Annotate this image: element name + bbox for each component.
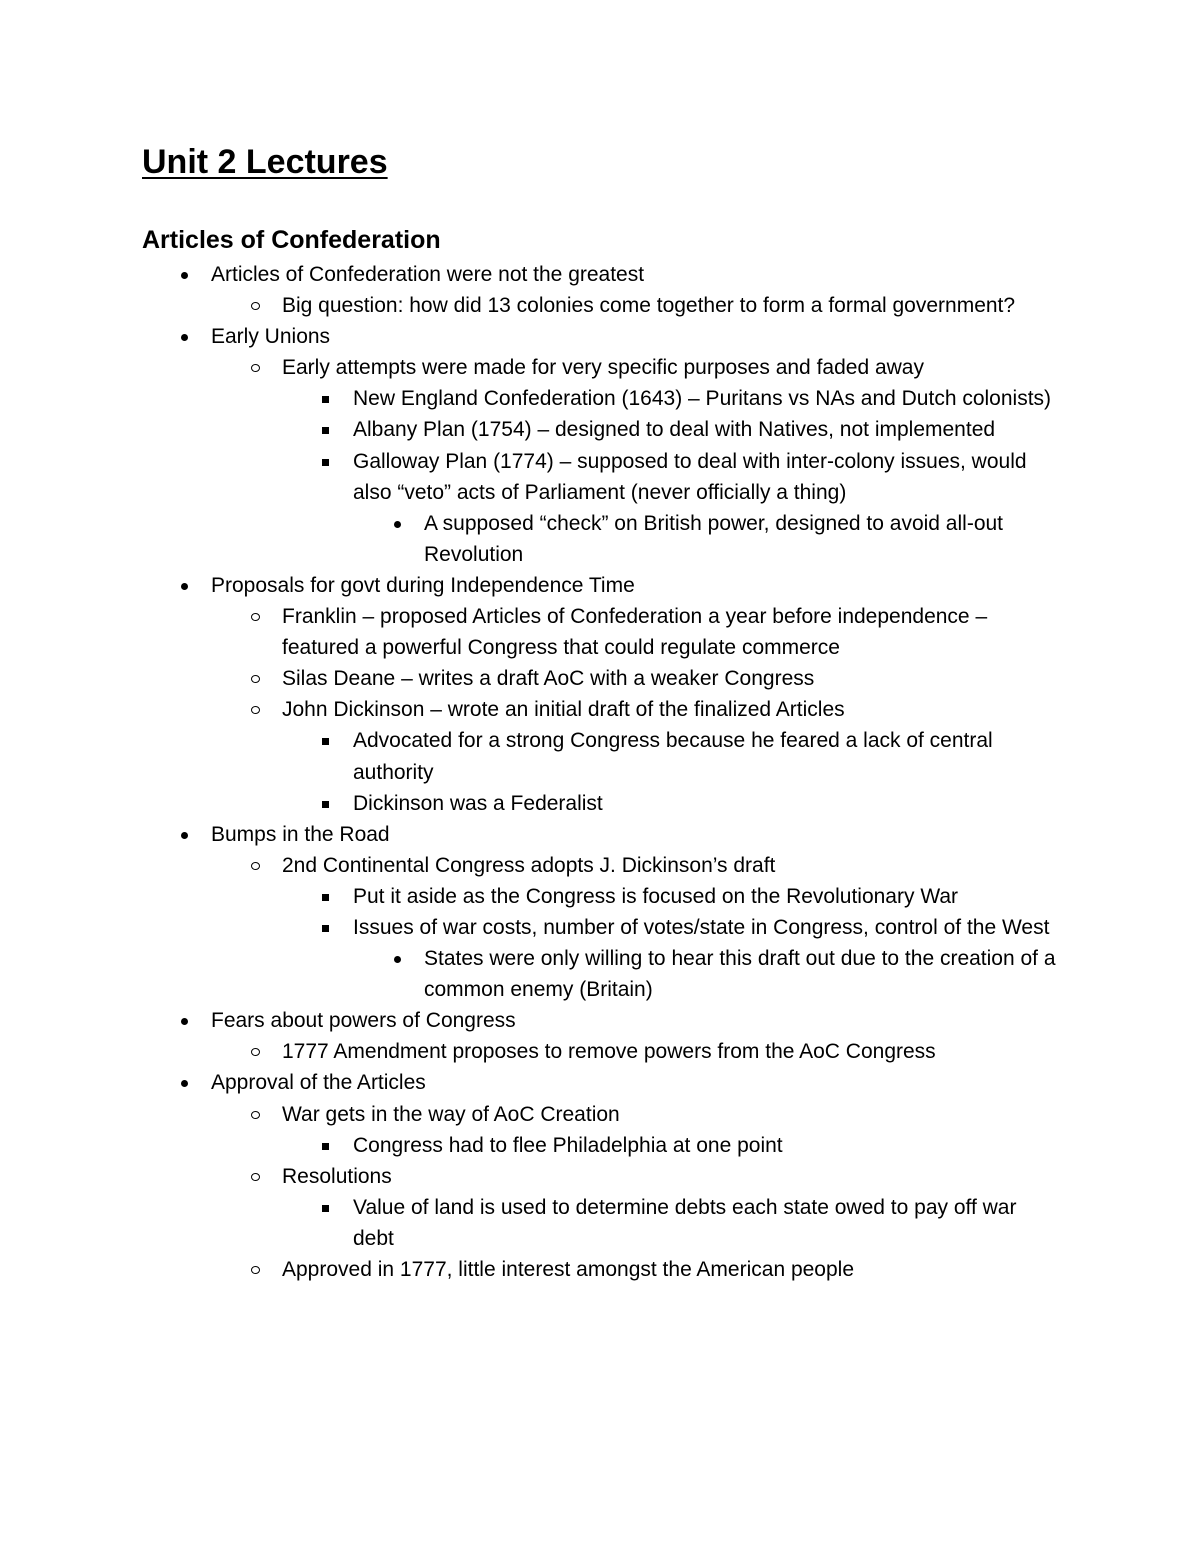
disc-icon bbox=[389, 508, 405, 539]
disc-icon bbox=[176, 570, 192, 601]
bullet-outline bbox=[0, 259, 1200, 1285]
list-item-text: Big question: how did 13 colonies come together to form a formal government? bbox=[282, 294, 1016, 318]
list-item-text: 1777 Amendment proposes to remove powers from the AoC Congress bbox=[282, 1040, 936, 1064]
circle-icon bbox=[247, 1254, 263, 1285]
list-item bbox=[0, 1067, 1061, 1098]
circle-icon bbox=[247, 694, 263, 725]
list-item bbox=[0, 414, 1063, 445]
list-item-text: Articles of Confederation were not the greatest bbox=[211, 263, 645, 286]
list-item-text: Early Unions bbox=[211, 325, 331, 349]
list-item bbox=[0, 321, 1061, 352]
list-item bbox=[0, 943, 1064, 1005]
page-title: Unit 2 Lectures bbox=[142, 143, 388, 181]
list-item bbox=[0, 881, 1063, 912]
disc-icon bbox=[389, 943, 405, 974]
square-icon bbox=[318, 725, 334, 756]
square-icon bbox=[318, 1130, 334, 1161]
list-item bbox=[0, 601, 1062, 663]
list-item bbox=[0, 383, 1063, 414]
circle-icon bbox=[247, 1161, 263, 1192]
list-item-text: John Dickinson – wrote an initial draft of the finalized Articles bbox=[282, 698, 845, 722]
list-item-text: New England Confederation (1643) – Puritans vs NAs and Dutch colonists) bbox=[353, 387, 1052, 411]
list-item-text: Approval of the Articles bbox=[211, 1071, 426, 1095]
square-icon bbox=[318, 383, 334, 414]
list-item bbox=[0, 1192, 1063, 1254]
list-item bbox=[0, 1161, 1062, 1192]
list-item bbox=[0, 290, 1062, 321]
list-item bbox=[0, 508, 1064, 570]
square-icon bbox=[318, 1192, 334, 1223]
disc-icon bbox=[176, 1005, 192, 1036]
disc-icon bbox=[176, 321, 192, 352]
list-item bbox=[0, 1036, 1062, 1067]
list-item bbox=[0, 694, 1062, 725]
list-item-text: Proposals for govt during Independence Time bbox=[211, 573, 635, 597]
list-item-text: War gets in the way of AoC Creation bbox=[282, 1102, 620, 1126]
list-item-text: Approved in 1777, little interest amongst the American people bbox=[282, 1258, 855, 1281]
circle-icon bbox=[247, 290, 263, 321]
list-item-text: States were only willing to hear this draft out due to the creation of a common enemy (Britain) bbox=[424, 947, 1056, 1002]
square-icon bbox=[318, 446, 334, 477]
list-item bbox=[0, 912, 1063, 943]
list-item bbox=[0, 663, 1062, 694]
square-icon bbox=[318, 912, 334, 943]
list-item bbox=[0, 259, 1061, 290]
list-item bbox=[0, 725, 1063, 787]
list-item-text: Galloway Plan (1774) – supposed to deal with inter-colony issues, would also “veto” acts of Parliament (never officially a thing) bbox=[353, 449, 1027, 504]
list-item-text: Value of land is used to determine debts each state owed to pay off war debt bbox=[353, 1195, 1017, 1250]
circle-icon bbox=[247, 1036, 263, 1067]
disc-icon bbox=[176, 1067, 192, 1098]
list-item bbox=[0, 819, 1061, 850]
list-item bbox=[0, 1099, 1062, 1130]
list-item-text: Put it aside as the Congress is focused on the Revolutionary War bbox=[353, 884, 959, 908]
list-item-text: Albany Plan (1754) – designed to deal with Natives, not implemented bbox=[353, 418, 996, 442]
list-item bbox=[0, 850, 1062, 881]
list-item-text: Early attempts were made for very specific purposes and faded away bbox=[282, 356, 924, 380]
list-item-text: Franklin – proposed Articles of Confederation a year before independence – featured a powerful Congress that could regulate commerce bbox=[282, 605, 988, 660]
list-item bbox=[0, 570, 1061, 601]
list-item-text: Congress had to flee Philadelphia at one point bbox=[353, 1133, 783, 1157]
square-icon bbox=[318, 788, 334, 819]
list-item-text: Advocated for a strong Congress because he feared a lack of central authority bbox=[353, 729, 993, 784]
list-item-text: Bumps in the Road bbox=[211, 822, 390, 846]
circle-icon bbox=[247, 601, 263, 632]
disc-icon bbox=[176, 819, 192, 850]
section-heading: Articles of Confederation bbox=[142, 226, 441, 254]
list-item bbox=[0, 1130, 1063, 1161]
square-icon bbox=[318, 881, 334, 912]
disc-icon bbox=[176, 259, 192, 290]
list-item-text: Silas Deane – writes a draft AoC with a weaker Congress bbox=[282, 667, 815, 691]
list-item-text: Issues of war costs, number of votes/state in Congress, control of the West bbox=[353, 915, 1050, 939]
circle-icon bbox=[247, 352, 263, 383]
circle-icon bbox=[247, 663, 263, 694]
list-item-text: Fears about powers of Congress bbox=[211, 1009, 516, 1033]
list-item bbox=[0, 1005, 1061, 1036]
list-item bbox=[0, 1254, 1062, 1285]
square-icon bbox=[318, 414, 334, 445]
list-item-text: Resolutions bbox=[282, 1164, 392, 1188]
circle-icon bbox=[247, 850, 263, 881]
list-item-text: Dickinson was a Federalist bbox=[353, 791, 603, 815]
list-item bbox=[0, 788, 1063, 819]
list-item-text: A supposed “check” on British power, designed to avoid all-out Revolution bbox=[424, 511, 1004, 566]
list-item bbox=[0, 446, 1063, 508]
list-item bbox=[0, 352, 1062, 383]
circle-icon bbox=[247, 1099, 263, 1130]
list-item-text: 2nd Continental Congress adopts J. Dickinson’s draft bbox=[282, 853, 776, 877]
